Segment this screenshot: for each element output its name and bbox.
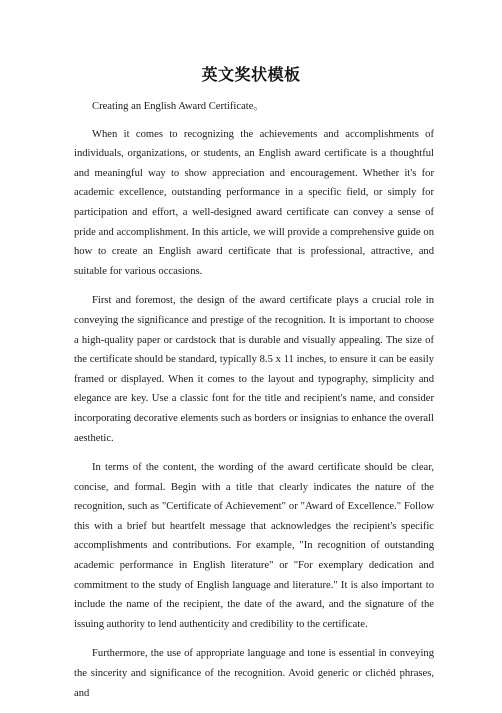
- paragraph-1: When it comes to recognizing the achievements and accomplishments of individuals, organizations, or students, an English award certificate is a thoughtful and meaningful way to show appreciation and encouragement. Whether it's for academic excellence, outstanding performance in a specific field, or simply for participation and effort, a well-designed award certificate can convey a sense of pride and accomplishment. In this article, we will provide a comprehensive guide on how to create an English award certificate that is professional, attractive, and suitable for various occasions.: [74, 128, 434, 277]
- document-title: 英文奖状模板: [201, 65, 301, 84]
- paragraph-intro: Creating an English Award Certificate。: [92, 101, 265, 112]
- document-body: [74, 97, 434, 713]
- paragraph-2: First and foremost, the design of the award certificate plays a crucial role in conveying the significance and prestige of the recognition. It is important to choose a high-quality paper or cardstock that is durable and visually appealing. The size of the certificate should be standard, typically 8.5 x 11 inches, to ensure it can be easily framed or displayed. When it comes to the layout and typography, simplicity and elegance are key. Use a classic font for the title and recipient's name, and consider incorporating decorative elements such as borders or insignias to enhance the overall aesthetic.: [74, 295, 434, 444]
- paragraph-3: In terms of the content, the wording of the award certificate should be clear, concise, and formal. Begin with a title that clearly indicates the nature of the recognition, such as "Certificate of Achievement" or "Award of Excellence." Follow this with a brief but heartfelt message that acknowledges the recipient's specific accomplishments and contributions. For example, "In recognition of outstanding academic performance in English literature" or "For exemplary dedication and commitment to the study of English language and literature." It is also important to include the name of the recipient, the date of the award, and the signature of the issuing authority to lend authenticity and credibility to the certificate.: [74, 462, 434, 630]
- paragraph-4: Furthermore, the use of appropriate language and tone is essential in conveying the sincerity and significance of the recognition. Avoid generic or clichéd phrases, and: [74, 648, 434, 699]
